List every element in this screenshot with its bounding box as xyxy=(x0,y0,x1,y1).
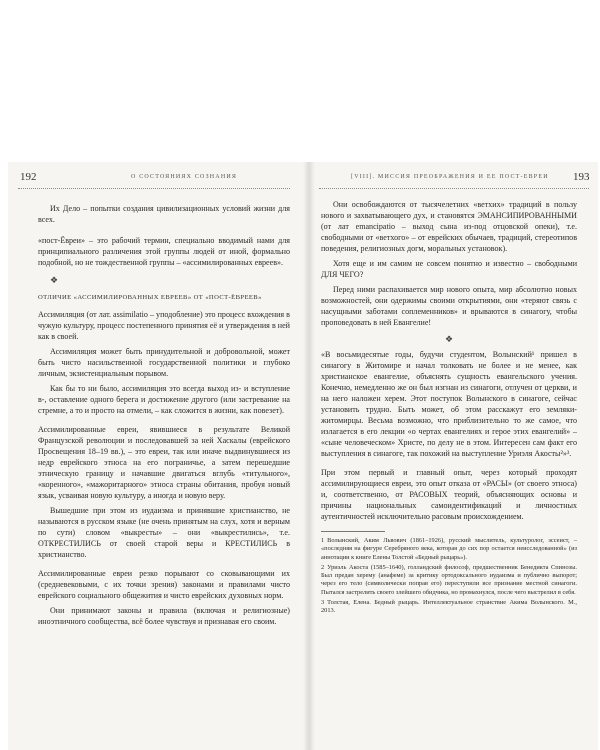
footnote xyxy=(321,537,577,562)
paragraph: Как бы то ни было, ассимиляция это всегда выход из- и вступление в-, оставление одного берега и достижение другого (или застревание на стремне, а то и просто на отмели, – как сложится в жизни, как повезет). xyxy=(38,384,290,415)
subheading: ОТЛИЧИЕ «АССИМИЛИРОВАННЫХ ЕВРЕЕВ» ОТ «ПОСТ-ЁВРЕЕВ» xyxy=(38,294,262,301)
paragraph: При этом первый и главный опыт, через который проходят ассимилирующиеся евреи, это опыт отказа от «РАСЫ» (от своего этноса) и, соответственно, от РАСОВЫХ теорий, объясняющих основы и причины национальных самоидентификаций и личностных аутентичностей исключительно расовым происхождением. xyxy=(321,468,577,521)
ornament-icon: ❖ xyxy=(444,334,454,344)
page-number-left: 192 xyxy=(20,171,37,183)
paragraph: «пост-Ёвреи» – это рабочий термин, специально вводимый нами для принципиального различения этой группы людей от иной, формально подобной, но не тождественной группы – «ассимилированных евреев». xyxy=(38,236,290,267)
paragraph: Ассимилированные евреи резко порывают со сковывающими их (средневековыми, с их точки зрения) законами и правилами чисто еврейского социального общежития и чисто еврейских духовных норм. xyxy=(38,569,290,600)
paragraph: Ассимиляция может быть принудительной и добровольной, может быть чисто насильственной государственной политики и глубоко личным, экзистенциальным порывом. xyxy=(38,347,290,378)
running-head-right: [VIII]. МИССИЯ ПРЕОБРАЖЕНИЯ И ЕЕ ПОСТ-ЕВРЕИ xyxy=(351,174,549,180)
quote-paragraph: «В восьмидесятые годы, будучи студентом, Волынский¹ пришел в синагогу в Житомире и начал толковать не более и не менее, как христианское евангелие, объяснять сущность евангельского учения. Конечно, немедленно же он был изгнан из синагоги, отлучен от церкви, и на него наложен херем. Этот поступок Волынского в синагоге, сейчас установить трудно. Быть может, об этом расскажут его земляки-житомирцы. Весьма возможно, что приблизительно то же самое, что излагается в его лекции «о чертах евангелиях и герое этих евангелий» – «сыне человеческом» Христе, по делу не в этом. Интересен сам факт его выступления в синагоге, так похожий на выступление Уриэля Акосты²»³. xyxy=(321,350,577,458)
paragraph: Перед ними распахивается мир нового опыта, мир абсолютно новых возможностей, они одержимы своими открытиями, они «теряют связь с насущными заботами соплеменников» и врываются в синагогу, чтобы проповедовать в ней Евангелие! xyxy=(321,285,577,327)
running-head-left: О СОСТОЯНИЯХ СОЗНАНИЯ xyxy=(131,174,238,180)
footnote-mark: 3 xyxy=(321,599,325,607)
footnote-rule xyxy=(321,531,385,532)
header-rule-left xyxy=(18,188,290,189)
paragraph: Вышедшие при этом из иудаизма и принявшие христианство, не называются в русском языке (не очень принятым на слух, хотя и верным по сути) словом «выкресты» – они «выкрестились», т.е. ОТКРЕСТИЛИСЬ от своей старой веры и КРЕСТИЛИСЬ в христианство. xyxy=(38,506,290,559)
footnote xyxy=(321,564,577,597)
right-page-text xyxy=(321,199,577,618)
paragraph: Ассимилированные евреи, явившиеся в результате Великой Французской революции и последовавшей за ней Хаскалы (еврейского Просвещения 18–19 вв.), – это евреи, так или иначе выдвинувшиеся из недр еврейского этноса на его пограничье, а затем перешедшие этническую границу и начавшие двигаться вглубь «титульного», «коренного», «мажоритарного» этноса страны обитания, пробуя новый язык, усваивая новую культуру, а иногда и новую веру. xyxy=(38,425,290,500)
paragraph: Их Дело – попытки создания цивилизационных условий жизни для всех. xyxy=(38,204,290,224)
footnotes xyxy=(321,537,577,616)
paragraph: Они освобождаются от тысячелетних «ветхих» традиций в пользу нового и захватывающего дух, и становятся ЭМАНСИПИРОВАННЫМИ (от лат emancipatio – выход сына из-под отцовской опеки), т.е. свободными от «ветхого» – от еврейских обычаев, традиций, стереотипов поведения, религиозных догм, моральных установок). xyxy=(321,200,577,253)
paragraph: Они принимают законы и правила (включая и религиозные) иноэтничного сообщества, всё более чувствуя и признавая его своим. xyxy=(38,606,290,626)
footnote-text: Уриэль Акоста (1585–1640), голландский философ, предшественник Бенедикта Спинозы. Был предан херему (анафеме) за критику ортодоксального иудаизма и публично выпорот; через его тело (символически поправ его) переступили все признание местной синагоги. Пытался застрелить своего злейшего обидчика, но промахнулся, после чего выстрелил в себя. xyxy=(321,563,577,596)
footnote-text: Толстая, Елена. Бедный рыцарь. Интеллектуальное странствие Акима Волынского. М., 2013. xyxy=(321,599,577,615)
footnote xyxy=(321,599,577,616)
header-rule-right xyxy=(319,188,589,189)
left-page xyxy=(8,162,303,750)
paragraph: Хотя еще и им самим не совсем понятно и известно – свободными ДЛЯ ЧЕГО? xyxy=(321,259,577,279)
footnote-mark: 1 xyxy=(321,537,325,544)
page-number-right: 193 xyxy=(573,171,590,183)
ornament-icon: ❖ xyxy=(50,275,59,285)
book-spread xyxy=(8,162,598,750)
footnote-mark: 2 xyxy=(321,563,325,571)
left-page-text xyxy=(38,203,290,631)
footnote-text: Волынский, Аким Львович (1861–1926), русский мыслитель, культуролог, эссеист, – «последняя на фигуре Серебряного века, которая до сих пор остается неисследованной» (из аннотации к книге Елены Толстой «Бедный рыцарь»). xyxy=(321,537,577,561)
paragraph: Ассимиляция (от лат. assimilatio – уподобление) это процесс вхождения в чужую культуру, процесс постепенного принятия её и утверждения в ней как в своей. xyxy=(38,310,290,341)
right-page xyxy=(311,162,598,750)
